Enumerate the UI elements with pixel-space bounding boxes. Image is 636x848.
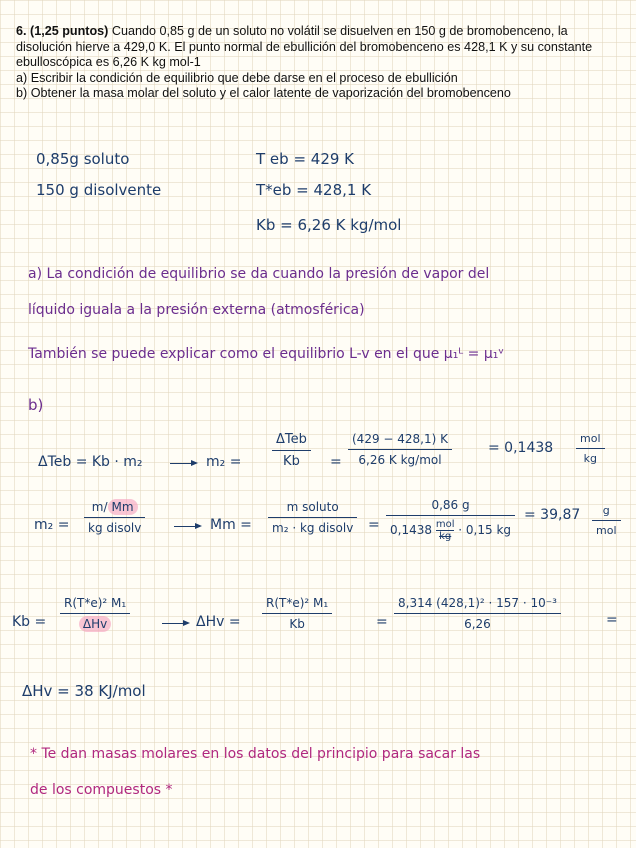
eq1-left: ΔTeb = Kb · m₂ <box>38 454 143 470</box>
fraction-bar <box>576 448 605 449</box>
fraction-bar <box>272 450 311 451</box>
fraction-bar <box>386 515 515 516</box>
answer-a-line3: También se puede explicar como el equilibrio L-v en el que μ₁ᴸ = μ₁ᵛ <box>28 346 505 362</box>
eq2-f2-num: m soluto <box>286 500 339 514</box>
eq2-f1-den: kg disolv <box>88 521 142 535</box>
eq3-f1-den-highlight: ΔHv <box>79 616 111 632</box>
eq2-mm: Mm = <box>210 517 252 533</box>
eq2-f3-den-unit-num: mol <box>435 519 455 530</box>
eq2-f1-num-a: m/ <box>91 500 108 514</box>
fraction-bar <box>394 613 561 614</box>
eq2-unit-num: g <box>602 504 610 517</box>
eq2-equals: = <box>368 517 380 533</box>
eq3-f1-num: R(T*e)² M₁ <box>64 596 127 610</box>
eq2-unit <box>592 504 621 537</box>
eq2-f3-den <box>386 519 515 542</box>
eq1-unit <box>576 432 605 465</box>
fraction-bar <box>262 613 332 614</box>
eq2-f1-num <box>88 500 142 514</box>
eq2-unit-den: mol <box>596 524 617 537</box>
eq3-f1-den-wrap <box>75 617 115 631</box>
note-kb: Kb = 6,26 K kg/mol <box>256 216 402 234</box>
final-result: ΔHv = 38 KJ/mol <box>22 682 146 700</box>
eq1-equals: = <box>330 454 342 470</box>
eq1-result: = 0,1438 <box>488 440 554 456</box>
eq3-fraction-3 <box>394 596 561 631</box>
eq1-fraction-2 <box>348 432 452 467</box>
eq2-f3-den-unit-den: kg <box>439 531 452 542</box>
eq2-left: m₂ = <box>34 517 70 533</box>
eq1-f1-num: ΔTeb <box>276 432 307 447</box>
eq3-trail: = <box>606 612 618 628</box>
eq1-unit-den: kg <box>583 452 597 465</box>
eq3-equals: = <box>376 614 388 630</box>
eq3-fraction-2 <box>262 596 332 631</box>
fraction-bar <box>592 520 621 521</box>
eq1-f2-den: 6,26 K kg/mol <box>358 453 442 467</box>
eq2-f3-den-b: · 0,15 kg <box>458 523 512 537</box>
fraction-bar <box>60 613 130 614</box>
note-teb: T eb = 429 K <box>256 150 355 168</box>
answer-a-line2: líquido iguala a la presión externa (atmosférica) <box>28 302 365 318</box>
eq1-m2: m₂ = <box>206 454 242 470</box>
eq2-fraction-3 <box>386 498 515 542</box>
eq1-f2-num: (429 − 428,1) K <box>352 432 448 446</box>
eq2-fraction-1 <box>84 500 145 535</box>
b-label: b) <box>28 396 44 414</box>
eq2-f2-den: m₂ · kg disolv <box>272 521 354 535</box>
footnote-line1: * Te dan masas molares en los datos del principio para sacar las <box>30 746 481 762</box>
eq3-dhv: ΔHv = <box>196 614 241 630</box>
eq3-f2-den: Kb <box>289 617 305 631</box>
eq2-arrow <box>174 526 200 527</box>
eq3-fraction-1 <box>60 596 130 631</box>
eq3-arrow <box>162 623 188 624</box>
eq1-fraction-1 <box>272 432 311 469</box>
eq2-f3-den-a: 0,1438 <box>390 523 432 537</box>
eq1-unit-num: mol <box>580 432 601 445</box>
eq1-arrow <box>170 463 196 464</box>
eq2-result: = 39,87 <box>524 507 581 523</box>
fraction-bar <box>84 517 145 518</box>
problem-statement <box>16 24 626 102</box>
eq3-f3-den: 6,26 <box>464 617 491 631</box>
problem-heading: 6. (1,25 puntos) <box>16 24 109 38</box>
eq2-f1-num-b-highlight: Mm <box>108 499 138 515</box>
eq2-f3-den-unit <box>436 519 455 542</box>
eq2-fraction-2 <box>268 500 357 535</box>
eq3-f3-num: 8,314 (428,1)² · 157 · 10⁻³ <box>398 596 557 610</box>
eq3-f2-num: R(T*e)² M₁ <box>266 596 329 610</box>
fraction-bar <box>348 449 452 450</box>
fraction-bar <box>268 517 357 518</box>
footnote-line2: de los compuestos * <box>30 782 173 798</box>
eq2-f3-num: 0,86 g <box>431 498 470 512</box>
eq1-f1-den: Kb <box>283 454 300 469</box>
problem-part-a: a) Escribir la condición de equilibrio que debe darse en el proceso de ebullición <box>16 70 458 85</box>
answer-a-line1: a) La condición de equilibrio se da cuando la presión de vapor del <box>28 266 490 282</box>
note-teb0: T*eb = 428,1 K <box>256 181 372 199</box>
problem-part-b: b) Obtener la masa molar del soluto y el calor latente de vaporización del bromobenceno <box>16 86 511 100</box>
eq3-kb: Kb = <box>12 614 47 630</box>
note-soluto: 0,85g soluto <box>36 150 130 168</box>
problem-text: Cuando 0,85 g de un soluto no volátil se disuelven en 150 g de bromobenceno, la disolución hierve a 429,0 K. El punto normal de ebullición del bromobenceno es 428,1 K y su constante ebulloscópica es 6,26 K kg mol-1 <box>16 24 593 69</box>
note-disolvente: 150 g disolvente <box>36 181 162 199</box>
